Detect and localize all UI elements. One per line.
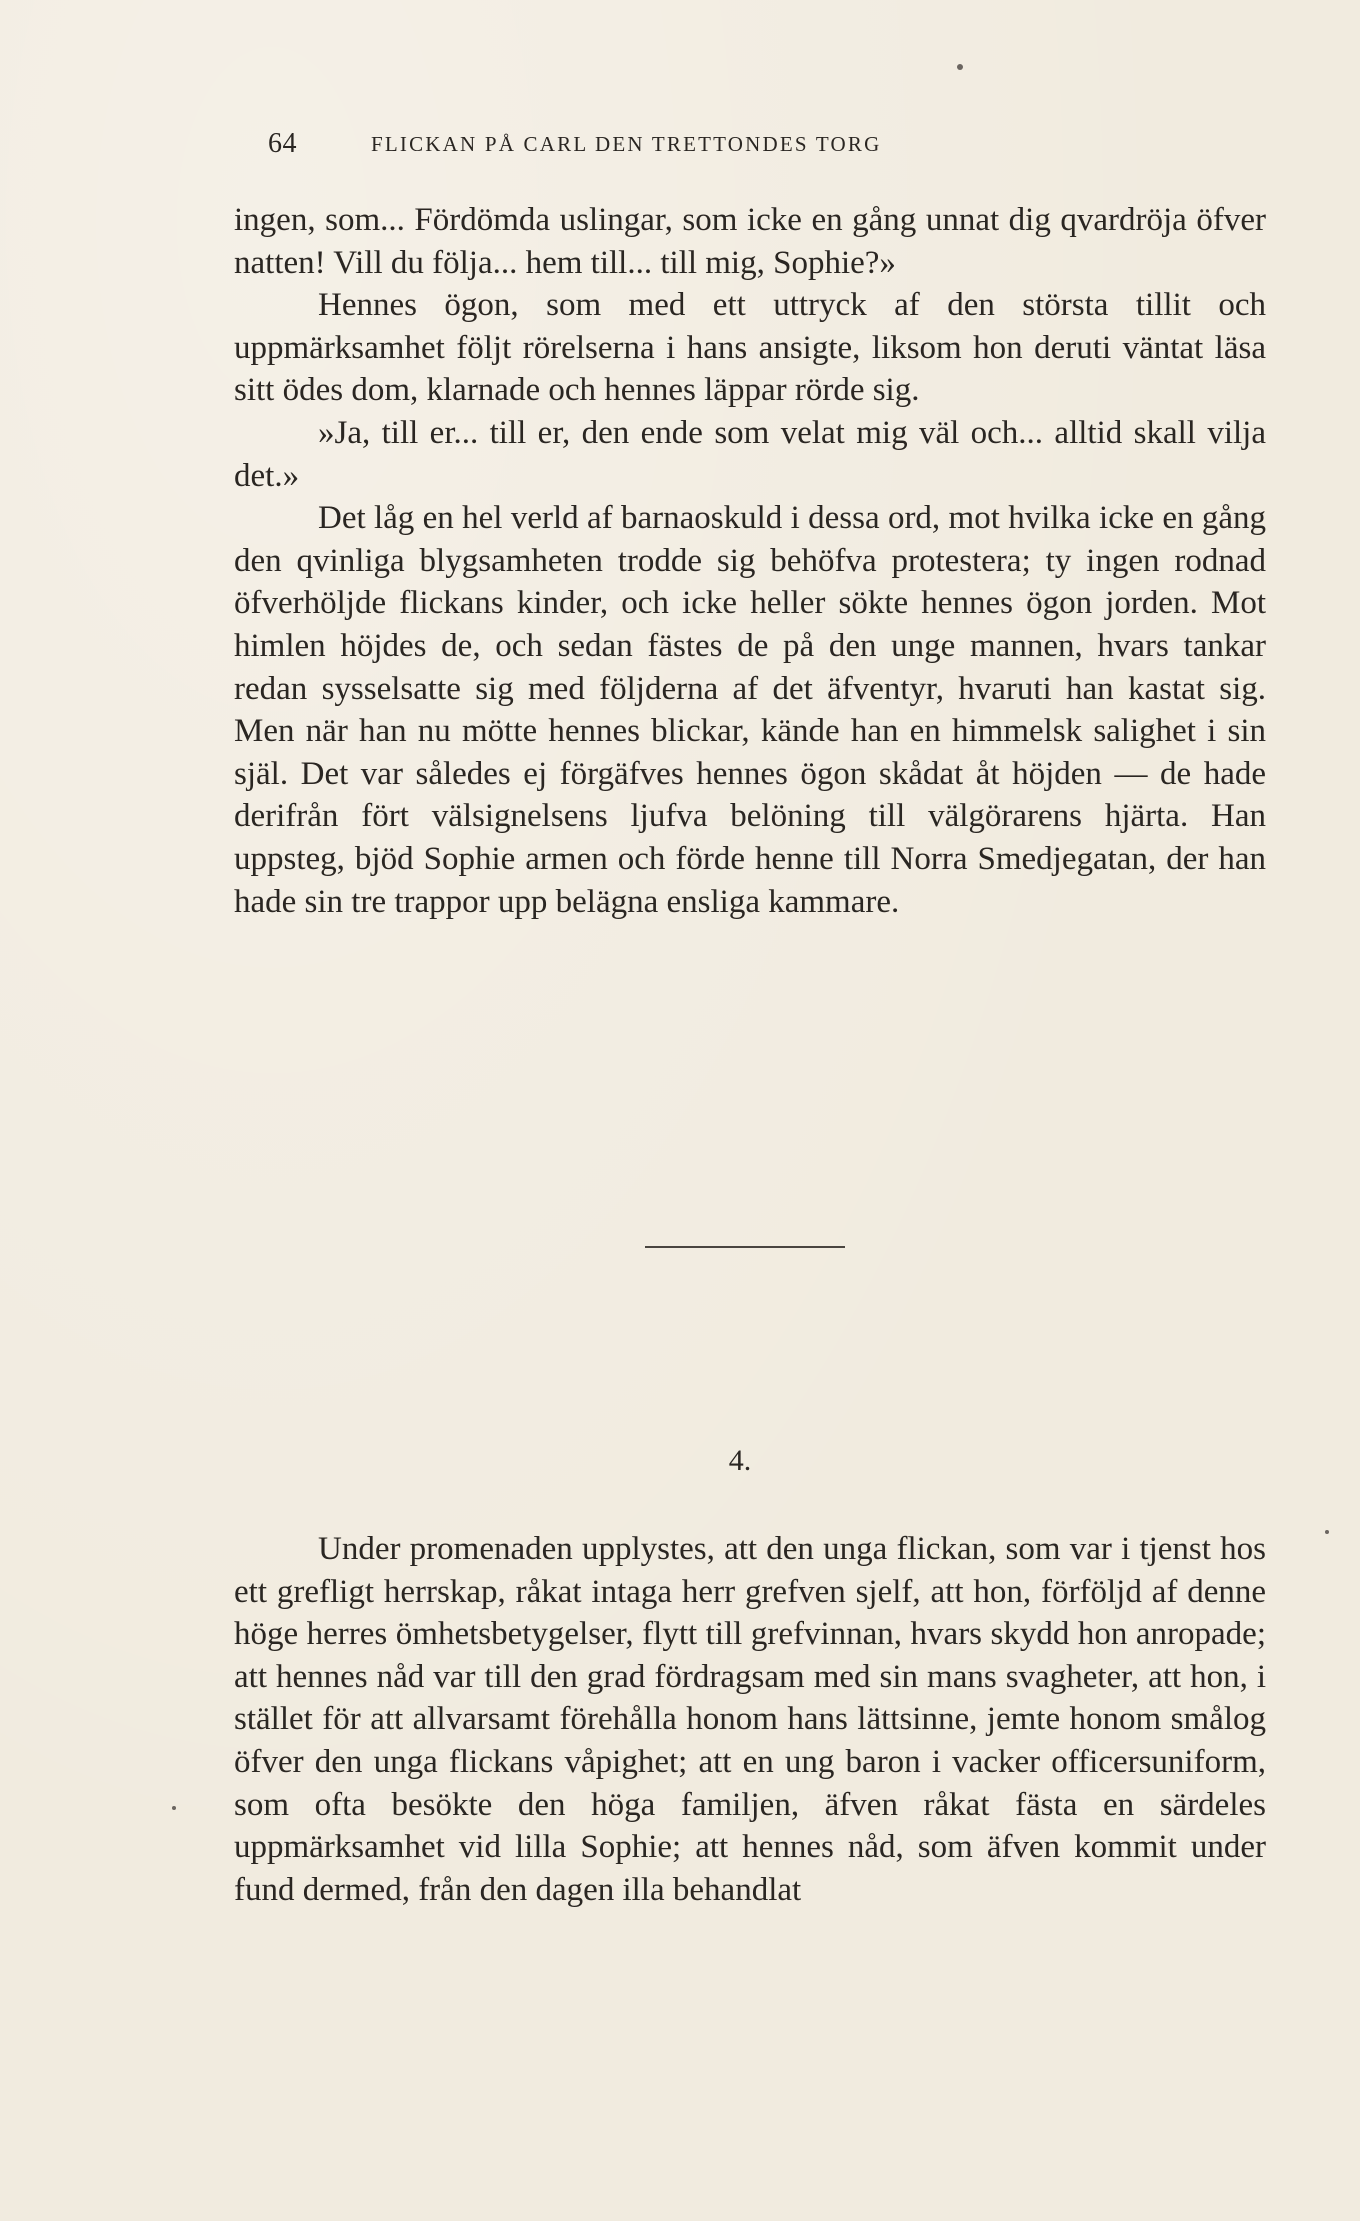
print-speck (172, 1806, 176, 1810)
paragraph: »Ja, till er... till er, den ende som velat mig väl och... alltid skall vilja det.» (234, 414, 1266, 494)
print-speck (1325, 1530, 1329, 1534)
section-number: 4. (728, 1444, 752, 1477)
paragraph: Under promenaden upplystes, att den unga flickan, som var i tjenst hos ett grefligt herrskap, råkat intaga herr grefven sjelf, att hon, förföljd af denne höge herres ömhetsbetygelser, flytt till grefvinnan, hvars skydd hon anropade; att hennes nåd var till den grad fördragsam med sin mans svagheter, att hon, i stället för att allvarsamt förehålla honom hans lättsinne, jemte honom smålog öfver den unga flickans våpighet; att en ung baron i vacker officersuniform, som ofta besökte den höga familjen, äfven råkat fästa en särdeles uppmärksamhet vid lilla Sophie; att hennes nåd, som äfven kommit under fund dermed, från den dagen illa behandlat (234, 1531, 1266, 1908)
running-title: FLICKAN PÅ CARL DEN TRETTONDES TORG (371, 131, 882, 156)
section-1-text (234, 199, 1266, 923)
paragraph: Hennes ögon, som med ett uttryck af den största tillit och uppmärksamhet följt rörelserna i hans ansigte, liksom hon deruti väntat läsa sitt ödes dom, klarnade och hennes läppar rörde sig. (234, 287, 1266, 409)
page-number: 64 (268, 128, 297, 159)
print-speck (957, 64, 963, 70)
running-head (268, 124, 1098, 164)
section-divider (645, 1246, 845, 1248)
section-2-text (234, 1528, 1266, 1911)
paragraph: Det låg en hel verld af barnaoskuld i dessa ord, mot hvilka icke en gång den qvinliga blygsamheten trodde sig behöfva protestera; ty ingen rodnad öfverhöljde flickans kinder, och icke heller sökte hennes ögon jorden. Mot himlen höjdes de, och sedan fästes de på den unge mannen, hvars tankar redan sysselsatte sig med följderna af det äfventyr, hvaruti han kastat sig. Men när han nu mötte hennes blickar, kände han en himmelsk salighet i sin själ. Det var således ej förgäfves hennes ögon skådat åt höjden — de hade derifrån fört välsignelsens ljufva belöning till välgörarens hjärta. Han uppsteg, bjöd Sophie armen och förde henne till Norra Smedjegatan, der han hade sin tre trappor upp belägna ensliga kammare. (234, 500, 1266, 920)
paragraph: ingen, som... Fördömda uslingar, som icke en gång unnat dig qvardröja öfver natten! Vill du följa... hem till... till mig, Sophie?» (234, 202, 1266, 281)
